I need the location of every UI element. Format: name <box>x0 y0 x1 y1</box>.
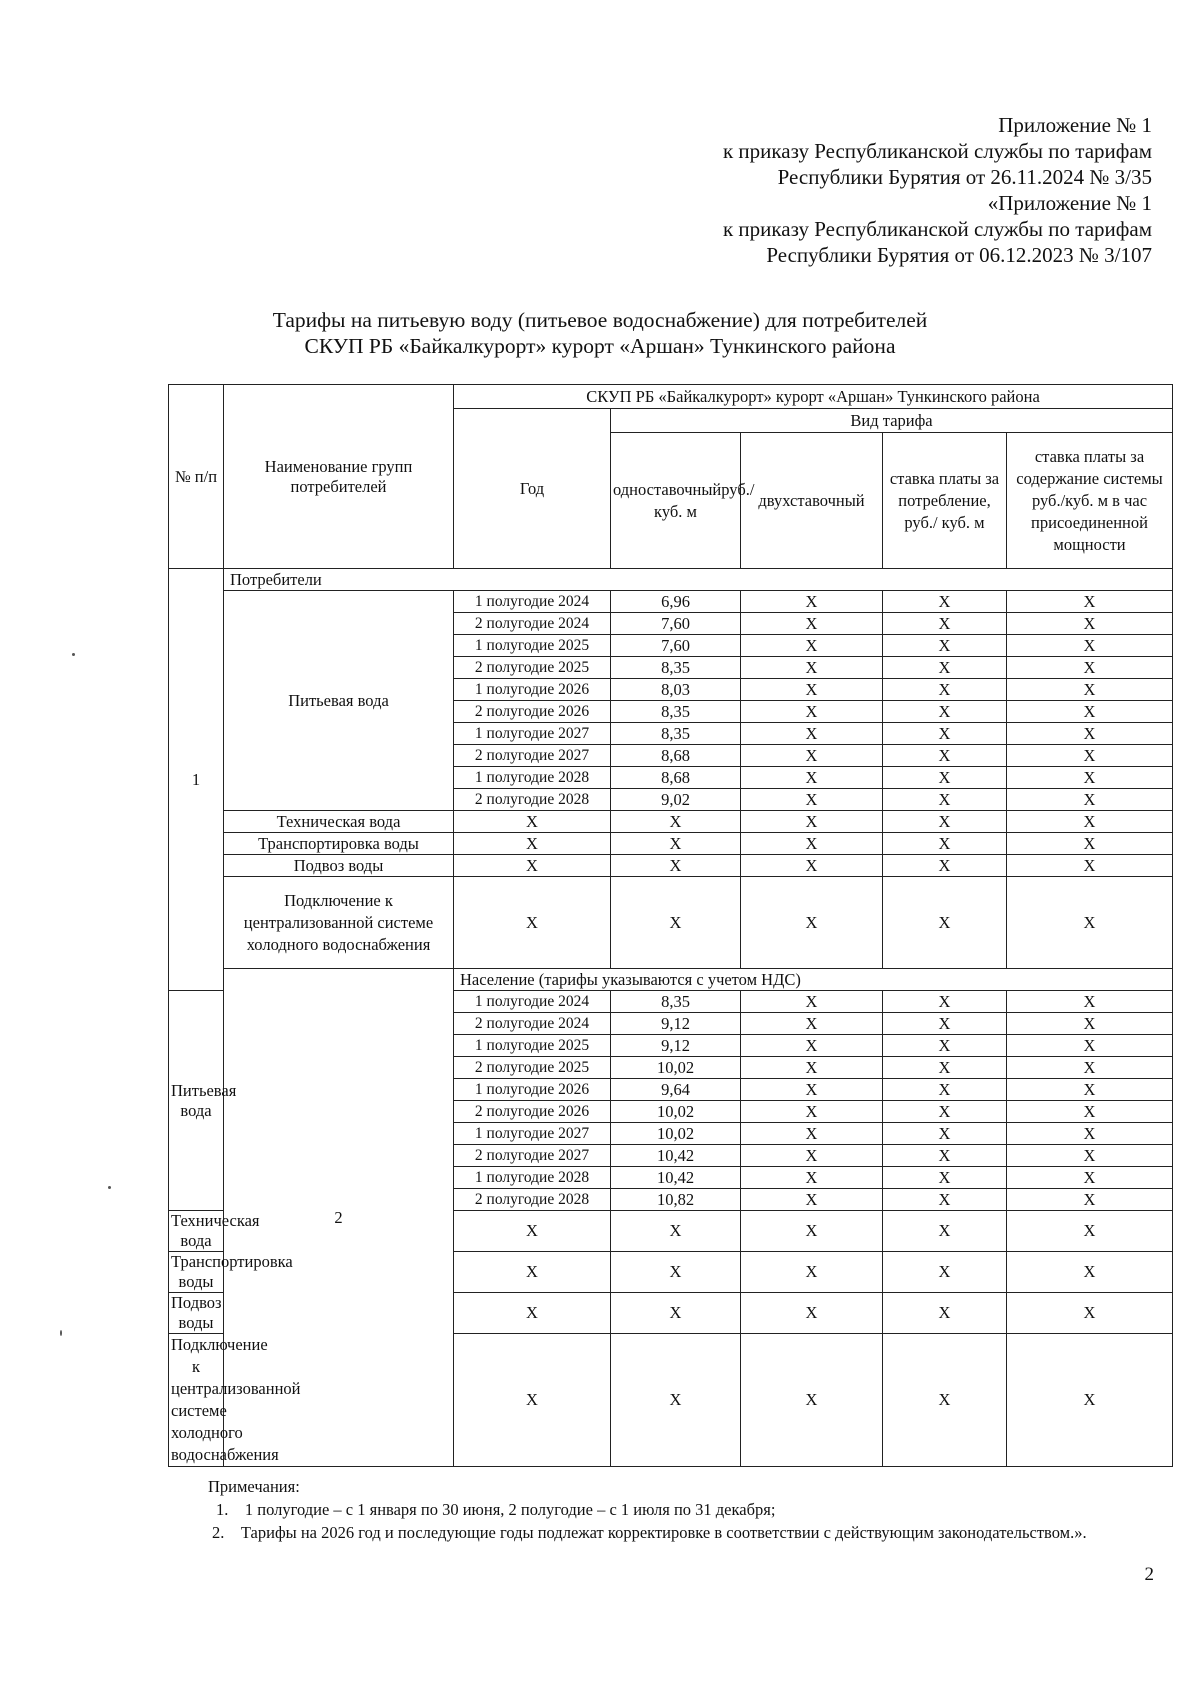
header-line: Республики Бурятия от 06.12.2023 № 3/107 <box>766 243 1152 267</box>
two-rate-value: Х <box>741 1189 883 1211</box>
usage-rate-value: Х <box>883 1189 1007 1211</box>
two-rate-value: Х <box>741 1035 883 1057</box>
single-rate-value: 10,42 <box>611 1167 741 1189</box>
header-line: к приказу Республиканской службы по тарифам <box>722 217 1152 241</box>
header-organization: СКУП РБ «Байкалкурорт» курорт «Аршан» Тункинского района <box>454 385 1173 409</box>
header-tariff-type: Вид тарифа <box>611 409 1173 433</box>
capacity-rate-value: Х <box>1007 1123 1173 1145</box>
header-group: Наименование групп потребителей <box>224 385 454 569</box>
year-value: Х <box>454 811 611 833</box>
single-rate-value: 8,68 <box>611 767 741 789</box>
two-rate-value: Х <box>741 745 883 767</box>
period-cell: 2 полугодие 2028 <box>454 789 611 811</box>
single-rate-value: Х <box>611 855 741 877</box>
header-single-rate: одноставочныйруб./ куб. м <box>611 433 741 569</box>
section-num: 1 <box>169 569 224 991</box>
period-cell: 1 полугодие 2024 <box>454 591 611 613</box>
header-year: Год <box>454 409 611 569</box>
order-reference <box>723 112 1152 268</box>
two-rate-value: Х <box>741 1293 883 1334</box>
period-cell: 2 полугодие 2025 <box>454 657 611 679</box>
single-rate-value: 8,35 <box>611 657 741 679</box>
single-rate-value: Х <box>611 833 741 855</box>
single-rate-value: 8,35 <box>611 991 741 1013</box>
capacity-rate-value: Х <box>1007 1013 1173 1035</box>
two-rate-value: Х <box>741 1123 883 1145</box>
group-label: Подвоз воды <box>169 1293 224 1334</box>
two-rate-value: Х <box>741 767 883 789</box>
single-rate-value: 9,12 <box>611 1035 741 1057</box>
two-rate-value: Х <box>741 1101 883 1123</box>
usage-rate-value: Х <box>883 1211 1007 1252</box>
period-cell: 2 полугодие 2024 <box>454 613 611 635</box>
capacity-rate-value: Х <box>1007 855 1173 877</box>
period-cell: 1 полугодие 2025 <box>454 635 611 657</box>
usage-rate-value: Х <box>883 1079 1007 1101</box>
usage-rate-value: Х <box>883 877 1007 969</box>
period-cell: 1 полугодие 2027 <box>454 723 611 745</box>
header-capacity-rate: ставка платы за содержание системы руб./куб. м в час присоединенной мощности <box>1007 433 1173 569</box>
title-line-1: Тарифы на питьевую воду (питьевое водоснабжение) для потребителей <box>272 308 928 332</box>
capacity-rate-value: Х <box>1007 1145 1173 1167</box>
usage-rate-value: Х <box>883 1057 1007 1079</box>
two-rate-value: Х <box>741 679 883 701</box>
period-cell: 2 полугодие 2026 <box>454 1101 611 1123</box>
usage-rate-value: Х <box>883 591 1007 613</box>
single-rate-value: 8,03 <box>611 679 741 701</box>
capacity-rate-value: Х <box>1007 591 1173 613</box>
capacity-rate-value: Х <box>1007 1101 1173 1123</box>
usage-rate-value: Х <box>883 1334 1007 1467</box>
usage-rate-value: Х <box>883 613 1007 635</box>
capacity-rate-value: Х <box>1007 613 1173 635</box>
header-line: Приложение № 1 <box>998 113 1152 137</box>
group-label: Питьевая вода <box>169 991 224 1211</box>
two-rate-value: Х <box>741 1167 883 1189</box>
period-cell: 2 полугодие 2027 <box>454 1145 611 1167</box>
capacity-rate-value: Х <box>1007 1035 1173 1057</box>
two-rate-value: Х <box>741 701 883 723</box>
period-cell: 1 полугодие 2027 <box>454 1123 611 1145</box>
year-value: Х <box>454 855 611 877</box>
single-rate-value: 9,64 <box>611 1079 741 1101</box>
two-rate-value: Х <box>741 877 883 969</box>
scan-speck <box>108 1186 111 1189</box>
period-cell: 1 полугодие 2025 <box>454 1035 611 1057</box>
capacity-rate-value: Х <box>1007 1293 1173 1334</box>
document-title <box>0 307 1200 359</box>
header-two-rate: двухставочный <box>741 433 883 569</box>
year-value: Х <box>454 877 611 969</box>
capacity-rate-value: Х <box>1007 1057 1173 1079</box>
single-rate-value: Х <box>611 1211 741 1252</box>
two-rate-value: Х <box>741 991 883 1013</box>
group-label: Питьевая вода <box>224 591 454 811</box>
two-rate-value: Х <box>741 1079 883 1101</box>
single-rate-value: 8,68 <box>611 745 741 767</box>
capacity-rate-value: Х <box>1007 1211 1173 1252</box>
capacity-rate-value: Х <box>1007 877 1173 969</box>
usage-rate-value: Х <box>883 635 1007 657</box>
single-rate-value: 10,02 <box>611 1123 741 1145</box>
single-rate-value: 6,96 <box>611 591 741 613</box>
capacity-rate-value: Х <box>1007 789 1173 811</box>
year-value: Х <box>454 1293 611 1334</box>
period-cell: 1 полугодие 2026 <box>454 1079 611 1101</box>
capacity-rate-value: Х <box>1007 1252 1173 1293</box>
single-rate-value: 10,82 <box>611 1189 741 1211</box>
capacity-rate-value: Х <box>1007 811 1173 833</box>
single-rate-value: Х <box>611 1252 741 1293</box>
capacity-rate-value: Х <box>1007 1334 1173 1467</box>
section-title: Население (тарифы указываются с учетом НДС) <box>454 969 1173 991</box>
capacity-rate-value: Х <box>1007 991 1173 1013</box>
two-rate-value: Х <box>741 1252 883 1293</box>
usage-rate-value: Х <box>883 1101 1007 1123</box>
note-number: 2. <box>212 1523 225 1542</box>
usage-rate-value: Х <box>883 811 1007 833</box>
capacity-rate-value: Х <box>1007 1079 1173 1101</box>
single-rate-value: Х <box>611 1293 741 1334</box>
capacity-rate-value: Х <box>1007 723 1173 745</box>
group-label: Транспортировка воды <box>169 1252 224 1293</box>
usage-rate-value: Х <box>883 1123 1007 1145</box>
note-number: 1. <box>216 1500 229 1519</box>
header-line: «Приложение № 1 <box>987 191 1152 215</box>
two-rate-value: Х <box>741 613 883 635</box>
usage-rate-value: Х <box>883 1293 1007 1334</box>
single-rate-value: 8,35 <box>611 701 741 723</box>
group-label: Подвоз воды <box>224 855 454 877</box>
two-rate-value: Х <box>741 1057 883 1079</box>
section-num: 2 <box>224 969 454 1467</box>
group-label: Транспортировка воды <box>224 833 454 855</box>
usage-rate-value: Х <box>883 745 1007 767</box>
tariff-table <box>168 384 1173 1467</box>
two-rate-value: Х <box>741 789 883 811</box>
note-text: 1 полугодие – с 1 января по 30 июня, 2 полугодие – с 1 июля по 31 декабря; <box>244 1500 776 1519</box>
two-rate-value: Х <box>741 811 883 833</box>
header-usage-rate: ставка платы за потребление, руб./ куб. м <box>883 433 1007 569</box>
single-rate-value: Х <box>611 811 741 833</box>
two-rate-value: Х <box>741 657 883 679</box>
usage-rate-value: Х <box>883 1252 1007 1293</box>
two-rate-value: Х <box>741 855 883 877</box>
single-rate-value: 10,42 <box>611 1145 741 1167</box>
usage-rate-value: Х <box>883 1013 1007 1035</box>
capacity-rate-value: Х <box>1007 745 1173 767</box>
two-rate-value: Х <box>741 1211 883 1252</box>
period-cell: 2 полугодие 2027 <box>454 745 611 767</box>
usage-rate-value: Х <box>883 833 1007 855</box>
capacity-rate-value: Х <box>1007 679 1173 701</box>
capacity-rate-value: Х <box>1007 701 1173 723</box>
group-label: Техническая вода <box>169 1211 224 1252</box>
single-rate-value: Х <box>611 877 741 969</box>
usage-rate-value: Х <box>883 767 1007 789</box>
note-item <box>208 1498 1156 1521</box>
period-cell: 1 полугодие 2028 <box>454 1167 611 1189</box>
period-cell: 2 полугодие 2026 <box>454 701 611 723</box>
two-rate-value: Х <box>741 833 883 855</box>
capacity-rate-value: Х <box>1007 767 1173 789</box>
usage-rate-value: Х <box>883 723 1007 745</box>
header-line: Республики Бурятия от 26.11.2024 № 3/35 <box>777 165 1152 189</box>
single-rate-value: 8,35 <box>611 723 741 745</box>
group-label: Подключение к централизованной системе холодного водоснабжения <box>169 1334 224 1467</box>
single-rate-value: 10,02 <box>611 1057 741 1079</box>
section-title: Потребители <box>224 569 1173 591</box>
group-label: Подключение к централизованной системе холодного водоснабжения <box>224 877 454 969</box>
header-num: № п/п <box>169 385 224 569</box>
two-rate-value: Х <box>741 723 883 745</box>
title-line-2: СКУП РБ «Байкалкурорт» курорт «Аршан» Тункинского района <box>304 334 896 358</box>
note-text: Тарифы на 2026 год и последующие годы подлежат корректировке в соответствии с действующим законодательством.». <box>240 1523 1087 1542</box>
capacity-rate-value: Х <box>1007 1189 1173 1211</box>
header-line: к приказу Республиканской службы по тарифам <box>722 139 1152 163</box>
capacity-rate-value: Х <box>1007 657 1173 679</box>
two-rate-value: Х <box>741 1334 883 1467</box>
usage-rate-value: Х <box>883 789 1007 811</box>
two-rate-value: Х <box>741 1145 883 1167</box>
usage-rate-value: Х <box>883 701 1007 723</box>
capacity-rate-value: Х <box>1007 635 1173 657</box>
single-rate-value: 9,02 <box>611 789 741 811</box>
two-rate-value: Х <box>741 1013 883 1035</box>
period-cell: 1 полугодие 2026 <box>454 679 611 701</box>
period-cell: 2 полугодие 2028 <box>454 1189 611 1211</box>
single-rate-value: 10,02 <box>611 1101 741 1123</box>
usage-rate-value: Х <box>883 657 1007 679</box>
usage-rate-value: Х <box>883 679 1007 701</box>
period-cell: 1 полугодие 2024 <box>454 991 611 1013</box>
year-value: Х <box>454 1252 611 1293</box>
year-value: Х <box>454 1334 611 1467</box>
usage-rate-value: Х <box>883 1167 1007 1189</box>
period-cell: 2 полугодие 2025 <box>454 1057 611 1079</box>
usage-rate-value: Х <box>883 855 1007 877</box>
single-rate-value: 9,12 <box>611 1013 741 1035</box>
capacity-rate-value: Х <box>1007 833 1173 855</box>
single-rate-value: Х <box>611 1334 741 1467</box>
usage-rate-value: Х <box>883 1145 1007 1167</box>
two-rate-value: Х <box>741 635 883 657</box>
period-cell: 1 полугодие 2028 <box>454 767 611 789</box>
scan-speck <box>72 653 75 656</box>
capacity-rate-value: Х <box>1007 1167 1173 1189</box>
single-rate-value: 7,60 <box>611 613 741 635</box>
usage-rate-value: Х <box>883 1035 1007 1057</box>
scan-speck <box>60 1330 62 1336</box>
page-number: 2 <box>1144 1564 1154 1585</box>
single-rate-value: 7,60 <box>611 635 741 657</box>
group-label: Техническая вода <box>224 811 454 833</box>
notes <box>208 1475 1156 1544</box>
note-item <box>208 1521 1156 1544</box>
notes-heading: Примечания: <box>208 1477 300 1496</box>
year-value: Х <box>454 1211 611 1252</box>
two-rate-value: Х <box>741 591 883 613</box>
usage-rate-value: Х <box>883 991 1007 1013</box>
period-cell: 2 полугодие 2024 <box>454 1013 611 1035</box>
year-value: Х <box>454 833 611 855</box>
